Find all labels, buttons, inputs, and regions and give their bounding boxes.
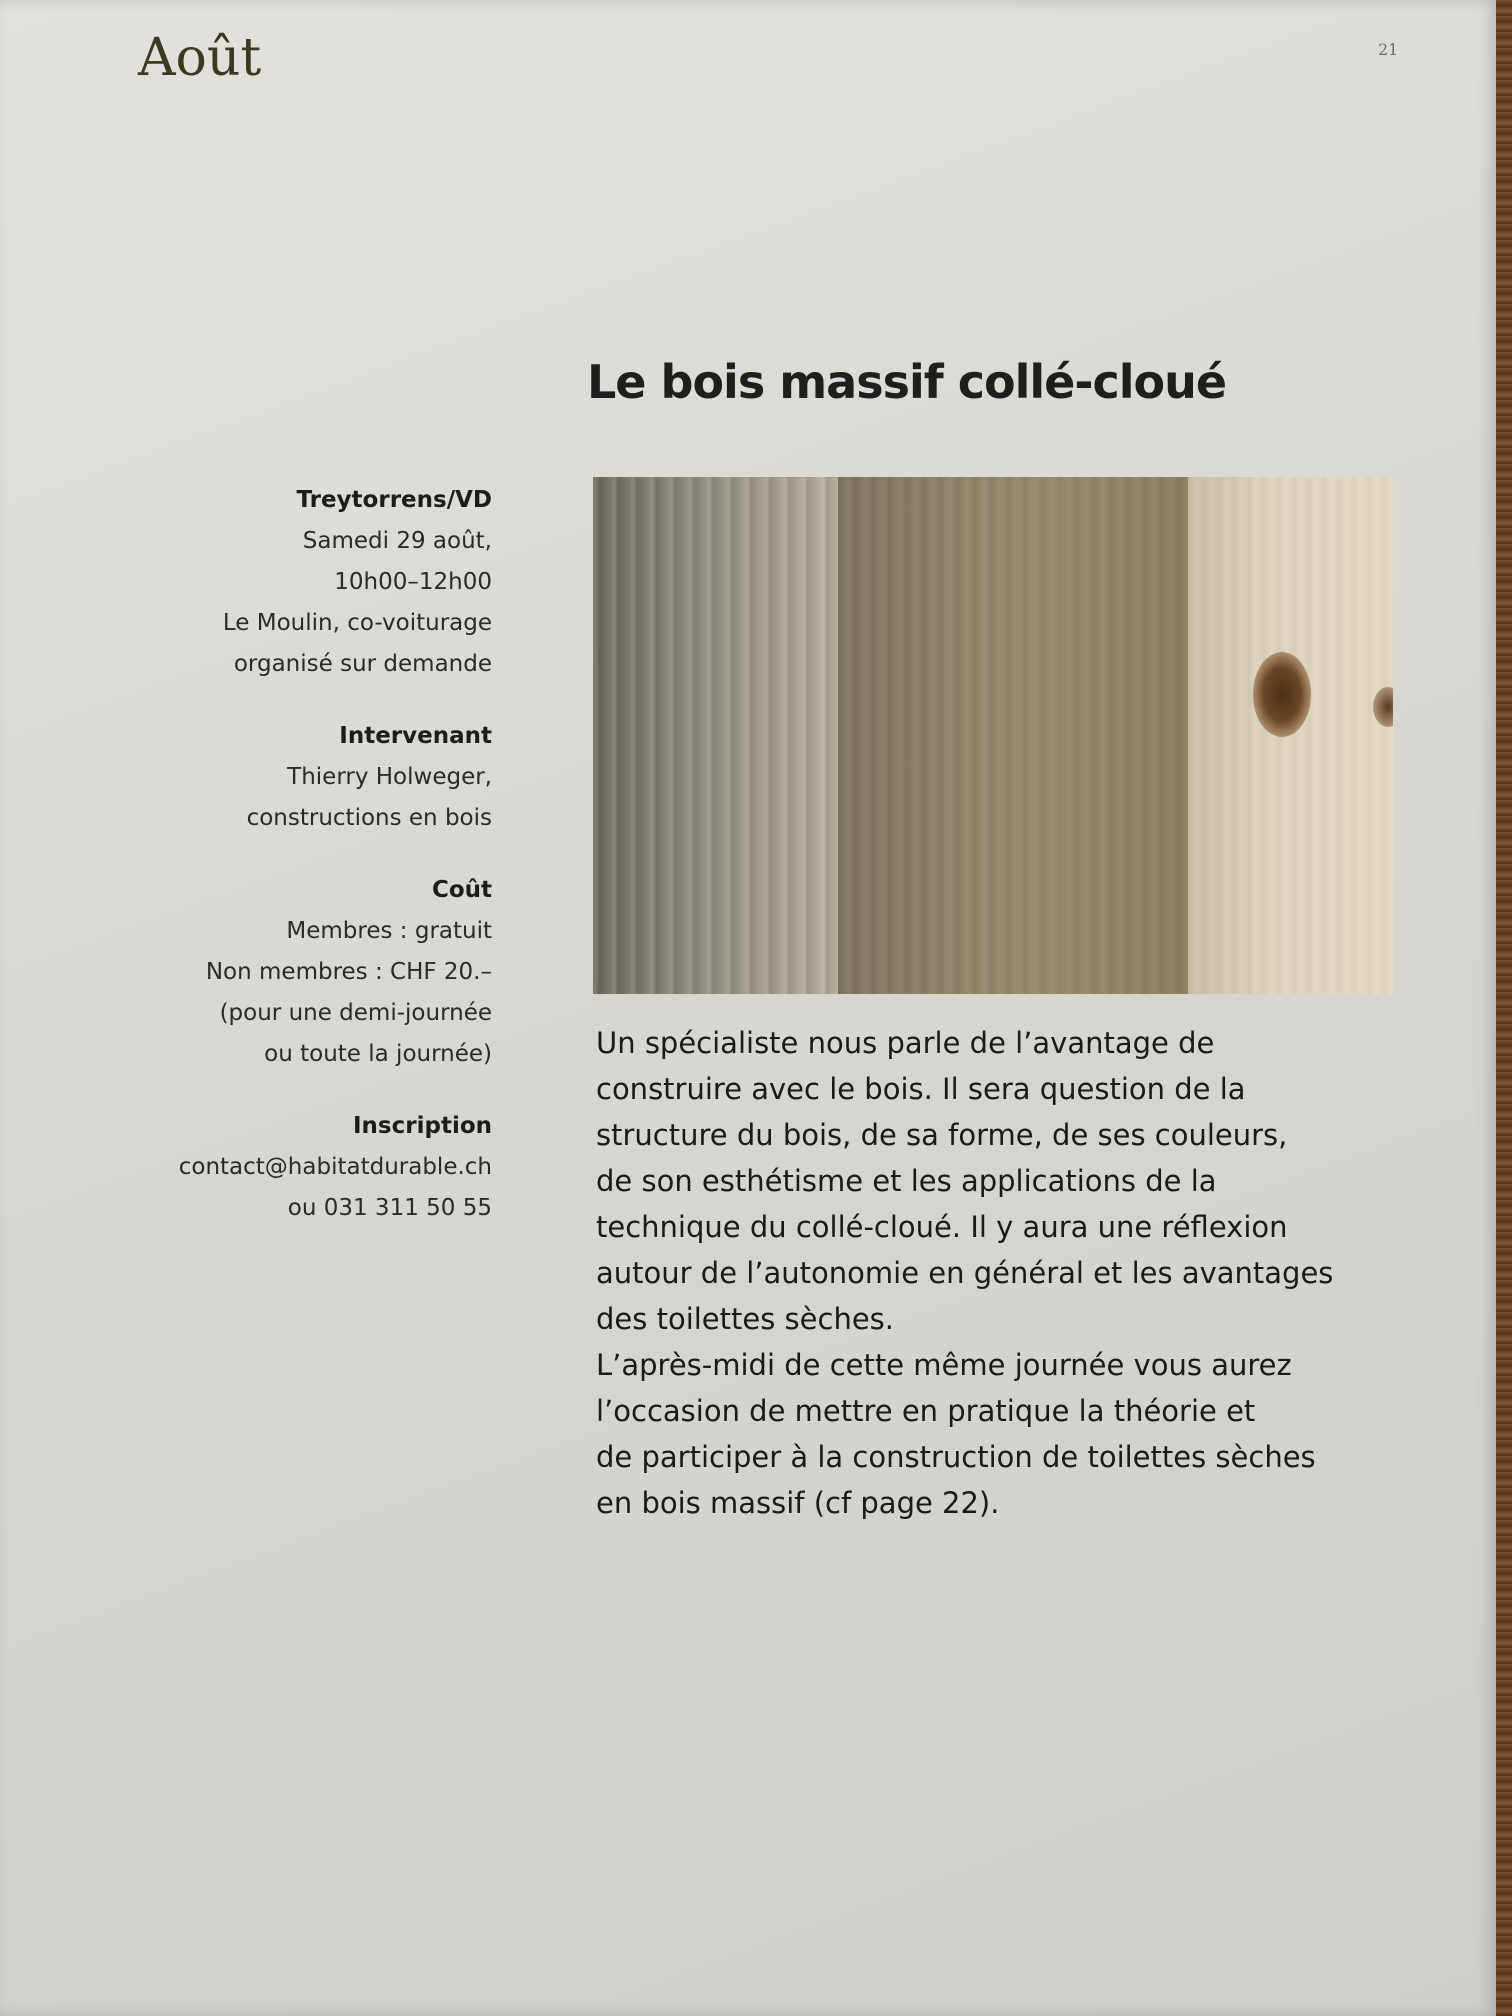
body-line: l’occasion de mettre en pratique la théorie et — [596, 1394, 1256, 1428]
speaker-role: constructions en bois — [246, 805, 492, 831]
location-block — [140, 480, 492, 685]
body-line: structure du bois, de sa forme, de ses couleurs, — [596, 1118, 1288, 1152]
month-heading: Août — [138, 28, 262, 88]
article-title: Le bois massif collé-cloué — [587, 355, 1227, 409]
body-line: en bois massif (cf page 22). — [596, 1486, 1000, 1520]
speaker-label: Intervenant — [339, 723, 492, 749]
registration-label: Inscription — [353, 1113, 492, 1139]
wood-board-middle — [838, 477, 1188, 994]
date-text: Samedi 29 août, — [302, 528, 492, 554]
body-line: technique du collé-cloué. Il y aura une réflexion — [596, 1210, 1288, 1244]
page-number: 21 — [1378, 40, 1399, 59]
body-line: de son esthétisme et les applications de la — [596, 1164, 1217, 1198]
contact-phone: ou 031 311 50 55 — [287, 1195, 492, 1221]
wood-knot — [1253, 652, 1311, 737]
wood-board-right — [1188, 477, 1393, 994]
price-note-cont: ou toute la journée) — [264, 1041, 492, 1067]
cost-label: Coût — [431, 877, 492, 903]
body-line: autour de l’autonomie en général et les avantages — [596, 1256, 1334, 1290]
body-line: Un spécialiste nous parle de l’avantage de — [596, 1026, 1215, 1060]
cost-block — [140, 870, 492, 1075]
article-body — [596, 1020, 1416, 1526]
body-line: de participer à la construction de toilettes sèches — [596, 1440, 1316, 1474]
wood-board-left — [593, 477, 838, 994]
body-line: des toilettes sèches. — [596, 1302, 895, 1336]
registration-block — [140, 1106, 492, 1229]
location-label: Treytorrens/VD — [296, 487, 492, 513]
members-price: Membres : gratuit — [286, 918, 492, 944]
non-members-price: Non membres : CHF 20.– — [205, 959, 492, 985]
body-line: L’après-midi de cette même journée vous aurez — [596, 1348, 1292, 1382]
speaker-name: Thierry Holweger, — [287, 764, 492, 790]
contact-email: contact@habitatdurable.ch — [178, 1154, 492, 1180]
venue-text: Le Moulin, co-voiturage — [222, 610, 492, 636]
venue-note: organisé sur demande — [233, 651, 492, 677]
wood-photo — [593, 477, 1393, 994]
price-note: (pour une demi-journée — [219, 1000, 492, 1026]
speaker-block — [140, 716, 492, 839]
time-text: 10h00–12h00 — [334, 569, 492, 595]
body-line: construire avec le bois. Il sera question de la — [596, 1072, 1246, 1106]
event-details — [140, 480, 492, 1260]
